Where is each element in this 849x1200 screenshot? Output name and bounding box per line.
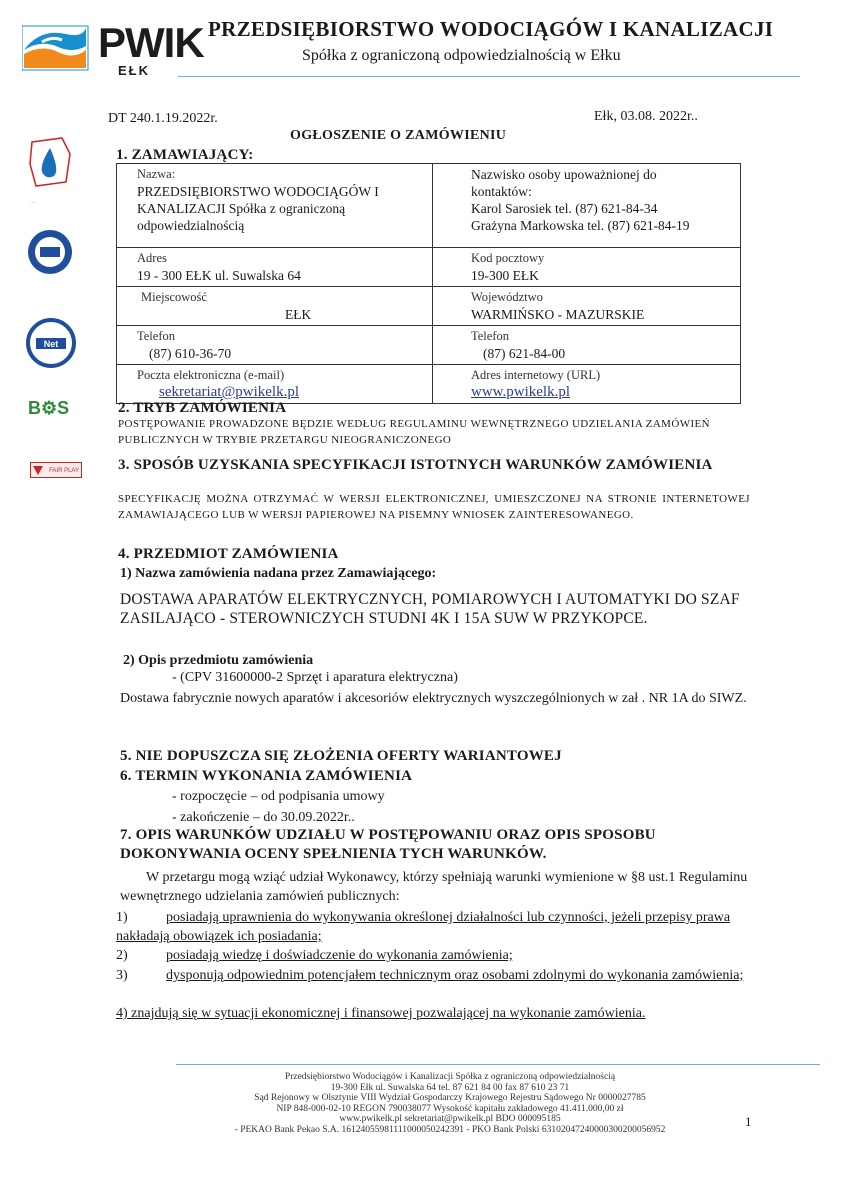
footer-line-3: Sąd Rejonowy w Olsztynie VIII Wydział Gospodarczy Krajowego Rejestru Sądowego Nr 0000027785 — [254, 1093, 646, 1103]
condition-2-text: posiadają wiedzę i doświadczenie do wykonania zamówienia; — [166, 948, 513, 963]
section-7-heading: 7. OPIS WARUNKÓW UDZIAŁU W POSTĘPOWANIU ORAZ OPIS SPOSOBU DOKONYWANIA OCENY SPEŁNIENIA TYCH WARUNKÓW. — [120, 827, 656, 862]
section-7-intro: W przetargu mogą wziąć udział Wykonawcy, którzy spełniają warunki wymienione w §8 ust.1 Regulaminu wewnętrznego udzielania zamówień publicznych: — [120, 870, 748, 904]
condition-4-text: 4) znajdują się w sytuacji ekonomicznej i finansowej pozwalającej na wykonanie zamówienia. — [116, 1006, 646, 1021]
address-label: Adres — [137, 251, 167, 265]
city-cell — [117, 287, 433, 326]
page-number: 1 — [745, 1114, 752, 1129]
section-1-heading: 1. ZAMAWIAJĄCY: — [116, 147, 254, 163]
contact-2: Grażyna Markowska tel. (87) 621-84-19 — [471, 218, 690, 233]
company-subtitle: Spółka z ograniczoną odpowiedzialnością w Ełku — [302, 47, 621, 64]
phone-value: (87) 610-36-70 — [149, 346, 232, 361]
url-cell — [433, 365, 741, 404]
url-link[interactable]: www.pwikelk.pl — [471, 384, 571, 400]
phone2-label: Telefon — [471, 329, 509, 343]
condition-2 — [116, 946, 752, 965]
section-4-2-heading: 2) Opis przedmiotu zamówienia — [123, 653, 314, 668]
footer-line-5: www.pwikelk.pl sekretariat@pwikelk.pl BDO 000095185 — [339, 1114, 561, 1124]
company-logo — [22, 19, 204, 78]
condition-3-text: dysponują odpowiednim potencjałem technicznym oraz osobami zdolnymi do wykonania zamówienia; — [166, 968, 744, 983]
footer-line-1: Przedsiębiorstwo Wodociągów i Kanalizacji Spółka z ograniczoną odpowiedzialnością — [284, 1072, 616, 1082]
name-value: PRZEDSIĘBIORSTWO WODOCIĄGÓW I KANALIZACJI Spółka z ograniczoną odpowiedzialnością — [137, 184, 379, 233]
section-3-heading: 3. SPOSÓB UZYSKANIA SPECYFIKACJI ISTOTNYCH WARUNKÓW ZAMÓWIENIA — [118, 457, 713, 473]
city-label: Miejscowość — [141, 290, 207, 304]
phone2-cell — [433, 326, 741, 365]
url-label: Adres internetowy (URL) — [471, 368, 601, 382]
header-divider — [178, 76, 800, 77]
phone-label: Telefon — [137, 329, 175, 343]
cert-caption: ····· — [30, 200, 37, 205]
condition-4 — [116, 1004, 752, 1023]
footer-line-2: 19-300 Ełk ul. Suwalska 64 tel. 87 621 84 00 fax 87 610 23 71 — [330, 1082, 570, 1093]
fair-play-icon — [32, 464, 44, 476]
postal-label: Kod pocztowy — [471, 251, 545, 265]
iqnet-label: Net — [43, 339, 59, 349]
section-2-text: POSTĘPOWANIE PROWADZONE BĘDZIE WEDŁUG REGULAMINU WEWNĘTRZNEGO UDZIELANIA ZAMÓWIEŃ PUBLICZNYCH W TRYBIE PRZETARGU NIEOGRANICZONEGO — [118, 418, 710, 446]
phone-cell — [117, 326, 433, 365]
section-4-heading: 4. PRZEDMIOT ZAMÓWIENIA — [118, 546, 339, 562]
condition-1-text: posiadają uprawnienia do wykonywania określonej działalności lub czynności, jeżeli przepisy prawa nakładają obowiązek ich posiadania; — [116, 910, 731, 944]
condition-1-number: 1) — [116, 910, 128, 925]
pwik-logo-icon — [22, 20, 94, 74]
address-value: 19 - 300 EŁK ul. Suwalska 64 — [137, 268, 301, 283]
voivodeship-label: Województwo — [471, 290, 543, 304]
name-cell — [117, 164, 433, 248]
term-end: - zakończenie – do 30.09.2022r.. — [172, 810, 355, 825]
email-link[interactable]: sekretariat@pwikelk.pl — [159, 384, 300, 400]
contracting-authority-table — [116, 163, 741, 404]
voivodeship-cell — [433, 287, 741, 326]
email-label: Poczta elektroniczna (e-mail) — [137, 368, 285, 382]
document-reference: DT 240.1.19.2022r. — [108, 111, 218, 126]
section-3-text: SPECYFIKACJĘ MOŻNA OTRZYMAĆ W WERSJI ELEKTRONICZNEJ, UMIESZCZONEJ NA STRONIE INTERNETOWEJ ZAMAWIAJĄCEGO LUB W WERSJI PAPIEROWEJ NA PISEMNY WNIOSEK ZAINTERESOWANEGO. — [118, 493, 750, 521]
footer-divider — [176, 1064, 820, 1065]
logo-wordmark: PWIK — [98, 19, 204, 66]
fair-play-logo: FAIR PLAY — [30, 462, 82, 478]
city-value: EŁK — [285, 307, 312, 322]
footer-line-6: - PEKAO Bank Pekao S.A. 16124055981111000050242391 - PKO Bank Polski 63102047240000300200056952 — [234, 1124, 666, 1135]
iqnet-seal-icon — [26, 318, 76, 368]
order-name: DOSTAWA APARATÓW ELEKTRYCZNYCH, POMIAROWYCH I AUTOMATYKI DO SZAF ZASILAJĄCO - STEROWNICZYCH STUDNI 4K I 15A SUW W PRZYKOPCE. — [120, 591, 740, 627]
section-6-heading: 6. TERMIN WYKONANIA ZAMÓWIENIA — [120, 768, 413, 784]
email-cell — [117, 365, 433, 404]
condition-2-number: 2) — [116, 948, 128, 963]
company-name: PRZEDSIĘBIORSTWO WODOCIĄGÓW I KANALIZACJI — [208, 17, 774, 41]
condition-3-number: 3) — [116, 968, 128, 983]
section-2-heading: 2. TRYB ZAMÓWIENIA — [118, 400, 287, 416]
contact-cell — [433, 164, 741, 248]
condition-3 — [116, 966, 752, 985]
condition-1 — [116, 908, 752, 946]
footer — [170, 1072, 730, 1135]
name-label: Nazwa: — [137, 167, 176, 181]
phone2-value: (87) 621-84-00 — [483, 346, 566, 361]
contact-1: Karol Sarosiek tel. (87) 621-84-34 — [471, 201, 658, 216]
bos-logo: B⚙S — [28, 398, 70, 418]
voivodeship-value: WARMIŃSKO - MAZURSKIE — [471, 307, 645, 322]
footer-line-4: NIP 848-000-02-10 REGON 790038077 Wysokość kapitału zakładowego 41.411.000,00 zł — [276, 1103, 624, 1114]
cpv-code: - (CPV 31600000-2 Sprzęt i aparatura elektryczna) — [172, 670, 458, 685]
logo-city: EŁK — [118, 63, 150, 78]
postal-value: 19-300 EŁK — [471, 268, 539, 283]
section-5-heading: 5. NIE DOPUSZCZA SIĘ ZŁOŻENIA OFERTY WARIANTOWEJ — [120, 748, 562, 764]
term-start: - rozpoczęcie – od podpisania umowy — [172, 789, 385, 804]
order-description: Dostawa fabrycznie nowych aparatów i akcesoriów elektrycznych wyszczególnionych w zał . NR 1A do SIWZ. — [120, 691, 747, 706]
document-title: OGŁOSZENIE O ZAMÓWIENIU — [290, 128, 507, 143]
contact-label: Nazwisko osoby upoważnionej do kontaktów: — [471, 167, 657, 199]
address-cell — [117, 248, 433, 287]
letterhead — [0, 0, 849, 85]
section-4-1-heading: 1) Nazwa zamówienia nadana przez Zamawiającego: — [120, 566, 437, 581]
water-drop-map-icon — [26, 134, 74, 196]
postal-cell — [433, 248, 741, 287]
document-date: Ełk, 03.08. 2022r.. — [594, 109, 698, 124]
quality-seal-icon — [26, 228, 74, 276]
